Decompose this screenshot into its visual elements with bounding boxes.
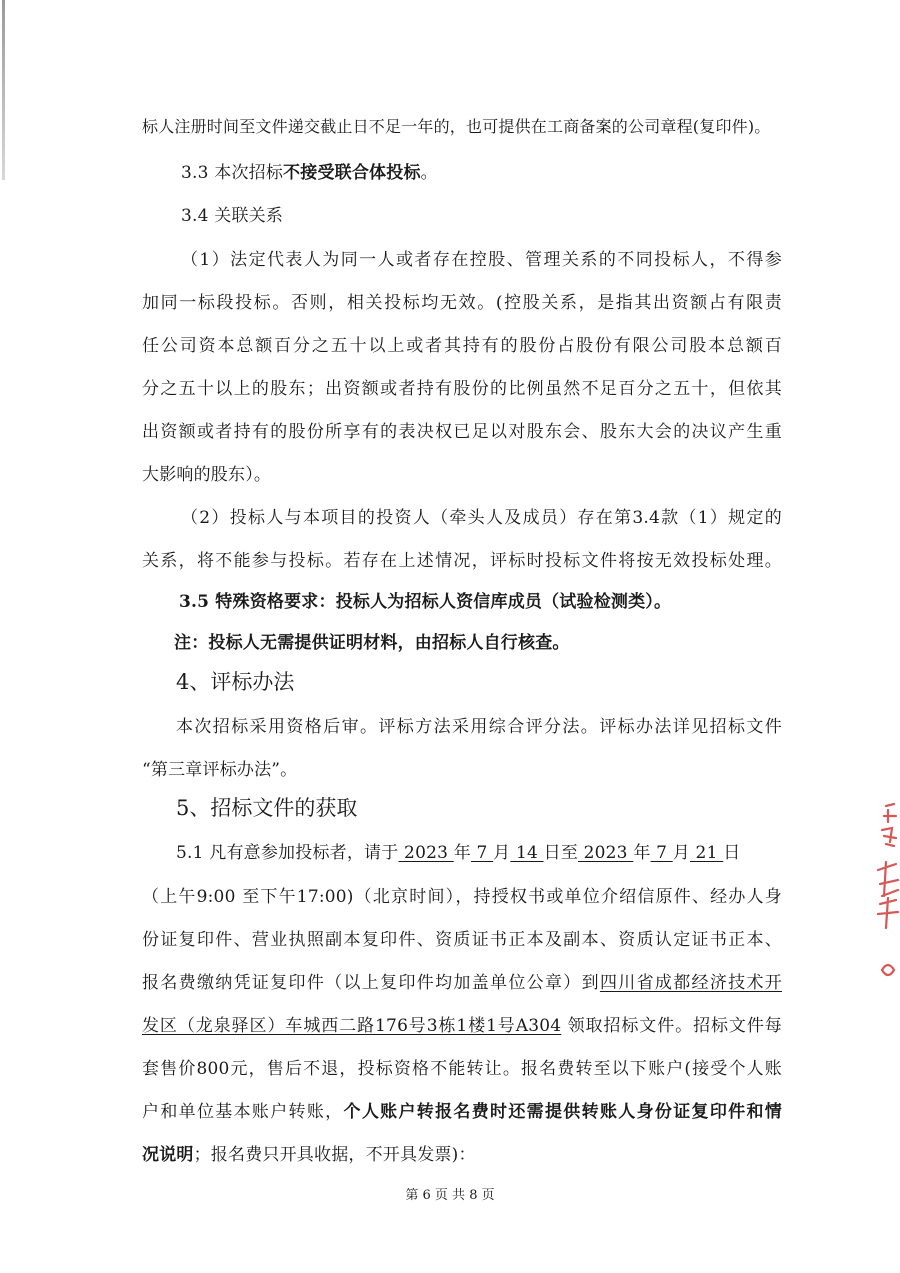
line-text: 月 xyxy=(493,843,511,863)
line-text: 任公司资本总额百分之五十以上或者其持有的股份占股份有限公司股本总额百 xyxy=(142,336,782,356)
section-3-4-heading xyxy=(181,203,821,229)
obtain-line-8 xyxy=(142,1142,782,1168)
underlined-address: 发区（龙泉驿区）车城西二路176号3栋1楼1号A304 xyxy=(142,1016,562,1036)
para-1-line-4 xyxy=(142,376,782,402)
eval-line-1 xyxy=(176,714,782,740)
note-line xyxy=(174,630,814,656)
heading-text: 4、评标办法 xyxy=(176,670,295,694)
obtain-line-6 xyxy=(142,1056,782,1082)
bold-text: 不接受联合体投标 xyxy=(283,163,421,183)
eval-line-2 xyxy=(142,757,782,783)
para-2-line-2 xyxy=(142,548,782,574)
obtain-line-5 xyxy=(142,1013,782,1039)
underlined-year-end: 2023 xyxy=(578,843,634,863)
section-3-5 xyxy=(179,589,819,615)
line-text: 。 xyxy=(420,163,438,183)
para-1-line-5 xyxy=(142,419,782,445)
obtain-line-7 xyxy=(142,1099,782,1125)
line-text: 日至 xyxy=(543,843,579,863)
line-text: “第三章评标办法”。 xyxy=(142,760,298,780)
page-number: 第 6 页 共 8 页 xyxy=(405,1188,495,1203)
line-text: 年 xyxy=(633,843,651,863)
line-text: 月 xyxy=(672,843,690,863)
line-text: （1）法定代表人为同一人或者存在控股、管理关系的不同投标人，不得参 xyxy=(181,250,782,270)
obtain-line-4 xyxy=(142,970,782,996)
heading-5 xyxy=(176,793,357,823)
line-text: 标人注册时间至文件递交截止日不足一年的，也可提供在工商备案的公司章程(复印件)。 xyxy=(142,117,771,136)
line-text: 日 xyxy=(723,843,741,863)
line-text: （上午9:00 至下午17:00)（北京时间），持授权书或单位介绍信原件、经办人身 xyxy=(142,887,782,907)
line-text: 套售价800元，售后不退，投标资格不能转让。报名费转至以下账户(接受个人账 xyxy=(142,1059,782,1079)
line-text: 加同一标段投标。否则，相关投标均无效。(控股关系，是指其出资额占有限责 xyxy=(142,293,782,313)
underlined-year-start: 2023 xyxy=(398,843,454,863)
line-text: 关系，将不能参与投标。若存在上述情况，评标时投标文件将按无效投标处理。 xyxy=(142,551,782,571)
binding-edge xyxy=(2,0,5,180)
heading-4 xyxy=(176,667,294,697)
line-text: 出资额或者持有的股份所享有的表决权已足以对股东会、股东大会的决议产生重 xyxy=(142,422,782,442)
para-1-line-3 xyxy=(142,333,782,359)
line-text: 3.3 本次招标 xyxy=(181,163,284,183)
line-text: 年 xyxy=(453,843,471,863)
page-footer xyxy=(0,1187,900,1205)
line-text: 报名费缴纳凭证复印件（以上复印件均加盖单位公章）到 xyxy=(142,973,600,993)
section-3-3 xyxy=(181,160,821,186)
line-text: 领取招标文件。招标文件每 xyxy=(561,1016,782,1036)
line-text: 本次招标采用资格后审。评标方法采用综合评分法。评标办法详见招标文件 xyxy=(176,717,782,737)
underlined-month-end: 7 xyxy=(650,843,673,863)
line-text: （2）投标人与本项目的投资人（牵头人及成员）存在第3.4款（1）规定的 xyxy=(181,508,782,528)
underlined-day-end: 21 xyxy=(689,843,724,863)
bold-text: 个人账户转报名费时还需提供转账人身份证复印件和情 xyxy=(343,1102,782,1122)
heading-text: 5、招标文件的获取 xyxy=(176,796,358,820)
bold-text: 注：投标人无需提供证明材料，由招标人自行核查。 xyxy=(174,633,570,653)
line-text: ；报名费只开具收据，不开具发票)： xyxy=(193,1145,476,1165)
bold-text: 况说明 xyxy=(142,1145,194,1165)
underlined-address: 四川省成都经济技术开 xyxy=(599,973,783,993)
bold-text: 3.5 特殊资格要求：投标人为招标人资信库成员（试验检测类）。 xyxy=(179,592,672,612)
obtain-line-3 xyxy=(142,927,782,953)
line-text: 户和单位基本账户转账， xyxy=(142,1102,344,1122)
underlined-day-start: 14 xyxy=(510,843,544,863)
line-text: 分之五十以上的股东；出资额或者持有股份的比例虽然不足百分之五十，但依其 xyxy=(142,379,782,399)
line-text: 份证复印件、营业执照副本复印件、资质证书正本及副本、资质认定证书正本、 xyxy=(142,930,782,950)
line-text: 5.1 凡有意参加投标者，请于 xyxy=(176,843,399,863)
line-text: 大影响的股东）。 xyxy=(142,465,272,485)
obtain-line-1 xyxy=(176,840,782,866)
para-1-line-6 xyxy=(142,462,782,488)
line-text: 3.4 关联关系 xyxy=(181,206,284,226)
para-1-line-1 xyxy=(181,247,782,273)
para-2-line-1 xyxy=(181,505,782,531)
underlined-month-start: 7 xyxy=(470,843,494,863)
obtain-line-2 xyxy=(142,884,782,910)
text-line-1 xyxy=(142,114,782,140)
para-1-line-2 xyxy=(142,290,782,316)
seal-fragment-icon xyxy=(872,800,900,980)
